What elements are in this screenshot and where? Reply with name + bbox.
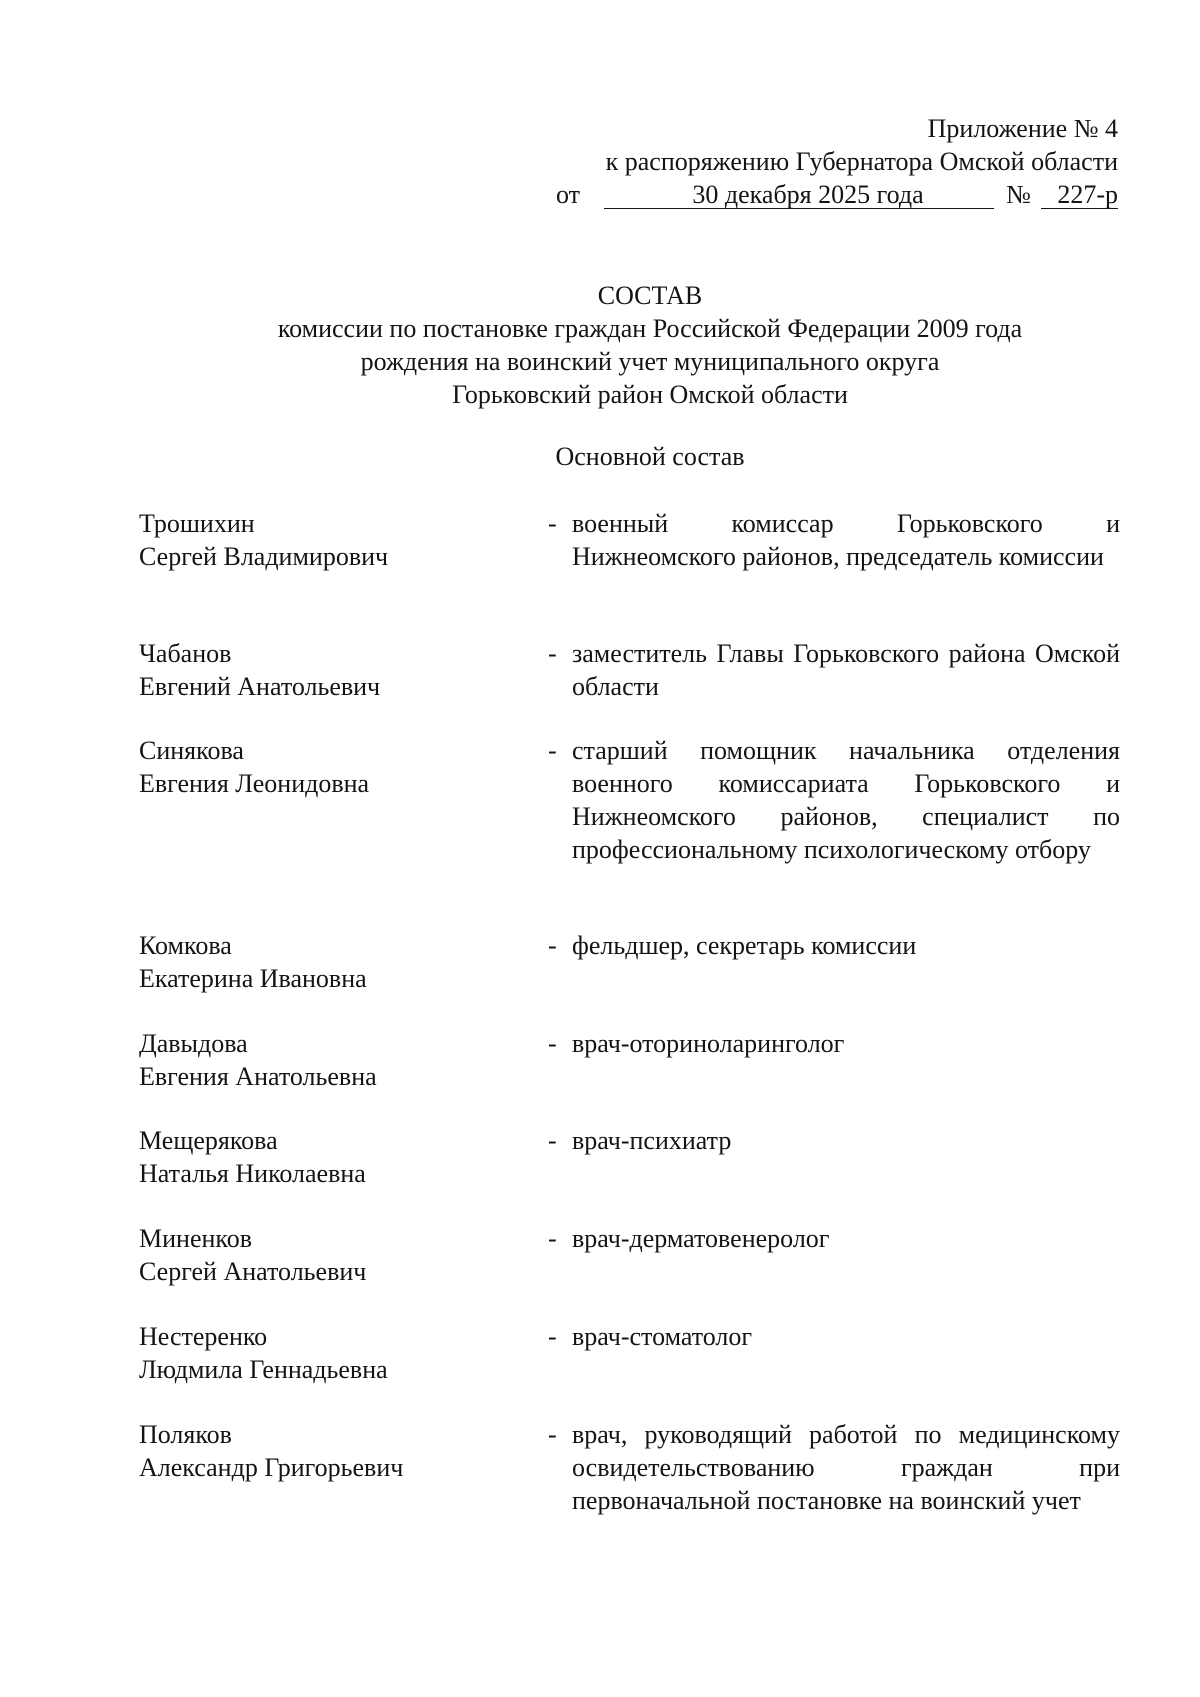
order-date: 30 декабря 2025 года [604, 182, 994, 209]
member-name [139, 637, 539, 703]
member-given-name: Екатерина Ивановна [139, 964, 367, 993]
member-name [139, 1027, 539, 1093]
document-title [180, 279, 1120, 411]
date-prefix: от [556, 180, 581, 209]
member-dash: - [548, 931, 557, 960]
title-heading: СОСТАВ [597, 281, 703, 310]
member-role: врач-оториноларинголог [572, 1029, 845, 1058]
member-dash: - [548, 639, 557, 668]
member-dash: - [548, 509, 557, 538]
number-prefix: № [1006, 180, 1031, 209]
order-number: 227-р [1041, 182, 1118, 209]
member-surname: Нестеренко [139, 1322, 268, 1351]
member-name [139, 1320, 539, 1386]
member-name [139, 734, 539, 800]
member-given-name: Сергей Владимирович [139, 542, 389, 571]
appendix-header [556, 112, 1118, 211]
member-dash: - [548, 1224, 557, 1253]
member-dash: - [548, 736, 557, 765]
member-dash: - [548, 1029, 557, 1058]
member-given-name: Евгения Анатольевна [139, 1062, 377, 1091]
member-surname: Синякова [139, 736, 244, 765]
member-surname: Комкова [139, 931, 232, 960]
title-line-2: рождения на воинский учет муниципального округа [360, 347, 940, 376]
member-role: врач-стоматолог [572, 1322, 753, 1351]
order-date-line [556, 178, 1118, 211]
member-role: старший помощник начальника отделения военного комиссариата Горьковского и Нижнеомского районов, специалист по профессиональному психологическому отбору [572, 736, 1120, 864]
member-role: военный комиссар Горьковского и Нижнеомского районов, председатель комиссии [572, 509, 1120, 571]
member-role: фельдшер, секретарь комиссии [572, 931, 917, 960]
title-line-1: комиссии по постановке граждан Российской Федерации 2009 года [277, 314, 1023, 343]
member-role: врач-дерматовенеролог [572, 1224, 830, 1253]
title-line-3: Горьковский район Омской области [452, 380, 848, 409]
member-given-name: Сергей Анатольевич [139, 1257, 367, 1286]
appendix-number: Приложение № 4 [927, 114, 1118, 143]
member-role: врач, руководящий работой по медицинскому освидетельствованию граждан при первоначальной постановке на воинский учет [572, 1420, 1120, 1515]
member-dash: - [548, 1322, 557, 1351]
member-name [139, 1418, 539, 1484]
member-name [139, 507, 539, 573]
member-given-name: Александр Григорьевич [139, 1453, 404, 1482]
member-role: заместитель Главы Горьковского района Омской области [572, 639, 1120, 701]
member-surname: Поляков [139, 1420, 232, 1449]
member-name [139, 1222, 539, 1288]
member-surname: Мещерякова [139, 1126, 278, 1155]
member-given-name: Наталья Николаевна [139, 1159, 366, 1188]
member-dash: - [548, 1420, 557, 1449]
member-dash: - [548, 1126, 557, 1155]
member-name [139, 929, 539, 995]
section-label: Основной состав [555, 442, 745, 471]
member-surname: Чабанов [139, 639, 232, 668]
member-given-name: Евгений Анатольевич [139, 672, 381, 701]
member-given-name: Евгения Леонидовна [139, 769, 370, 798]
member-surname: Давыдова [139, 1029, 248, 1058]
member-role: врач-психиатр [572, 1126, 732, 1155]
order-reference: к распоряжению Губернатора Омской области [605, 147, 1118, 176]
member-given-name: Людмила Геннадьевна [139, 1355, 388, 1384]
member-name [139, 1124, 539, 1190]
member-surname: Трошихин [139, 509, 255, 538]
member-surname: Миненков [139, 1224, 252, 1253]
